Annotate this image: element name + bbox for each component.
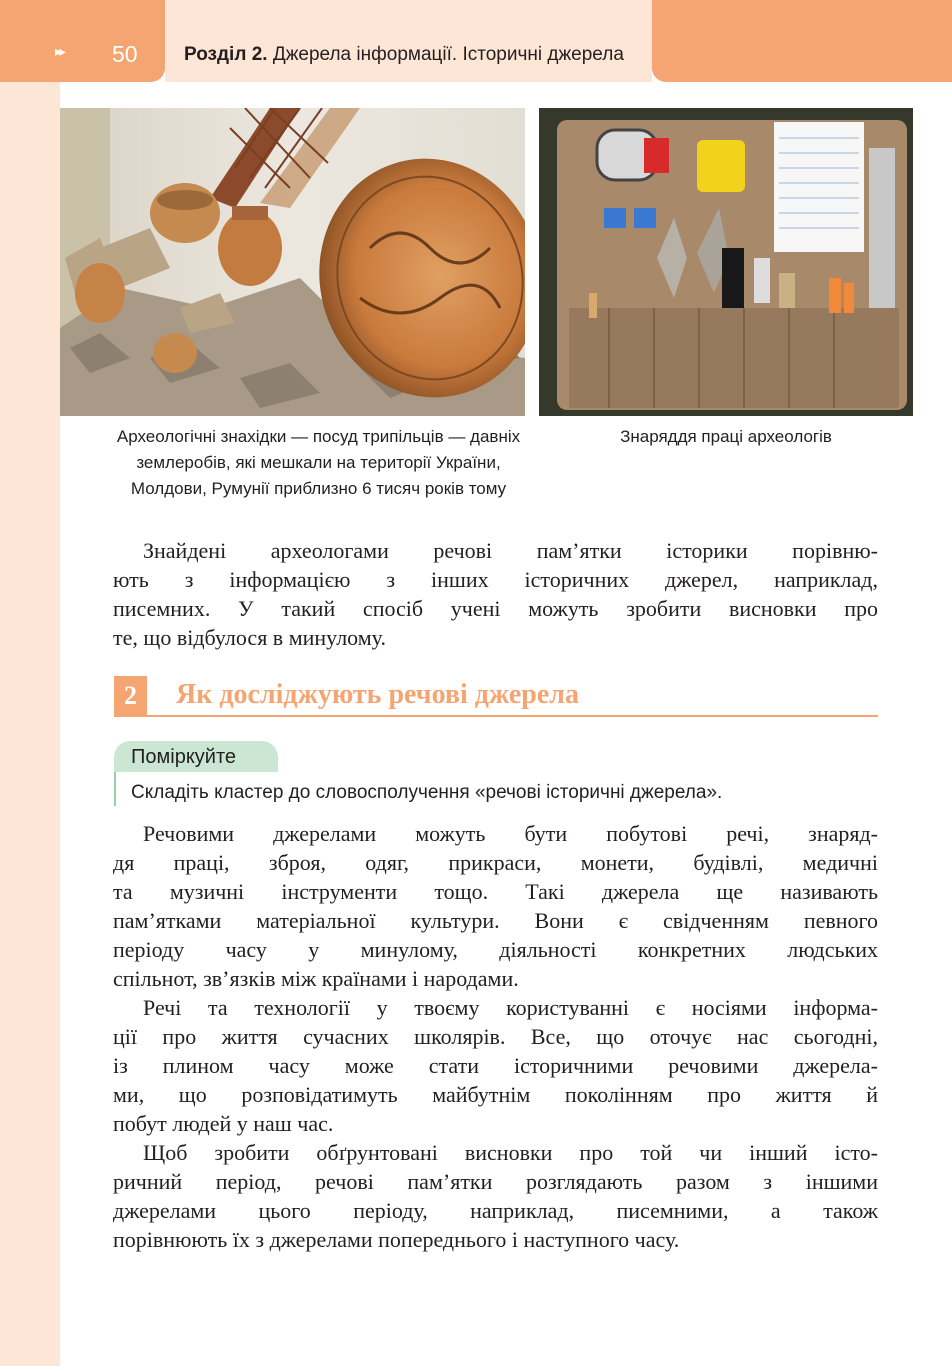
text-line: Знайдені археологами речові пам’ятки історики порівню- xyxy=(143,538,878,563)
chapter-title-bold: Розділ 2. xyxy=(184,44,268,65)
text-line: писемних. У такий спосіб учені можуть зробити висновки про xyxy=(113,596,878,621)
text-line: побут людей у наш час. xyxy=(113,1111,334,1136)
paragraph-1 xyxy=(113,536,878,652)
header-page-tab xyxy=(0,0,165,82)
pottery-photo xyxy=(60,108,525,416)
forward-arrows-icon: ▸▸ xyxy=(55,44,64,60)
text-line: періоду часу у минулому, діяльності конкретних людських xyxy=(113,937,878,962)
text-line: Щоб зробити обґрунтовані висновки про той чи інший істо- xyxy=(143,1140,878,1165)
text-line: ють з інформацією з інших історичних джерел, наприклад, xyxy=(113,567,878,592)
paragraph-2 xyxy=(113,819,878,993)
tools-caption: Знаряддя праці археологів xyxy=(620,427,832,446)
caption-line: Молдови, Румунії приблизно 6 тисяч років тому xyxy=(130,479,507,498)
text-line: ції про життя сучасних школярів. Все, що оточує нас сьогодні, xyxy=(113,1024,878,1049)
text-line: із плином часу може стати історичними речовими джерела- xyxy=(113,1053,878,1078)
think-label: Поміркуйте xyxy=(114,741,278,772)
text-line: джерелами цього періоду, наприклад, писемними, а також xyxy=(113,1198,878,1223)
section-title: Як досліджують речові джерела xyxy=(176,679,580,710)
text-line: та музичні інструменти тощо. Такі джерела ще називають xyxy=(113,879,878,904)
caption-line: землеробів, які мешкали на території України, xyxy=(136,453,501,472)
text-line: пам’ятками матеріальної культури. Вони є свідченням певного xyxy=(113,908,878,933)
think-bar xyxy=(114,772,116,806)
chapter-title xyxy=(184,44,624,66)
text-line: те, що відбулося в минулому. xyxy=(113,625,386,650)
header-right-tab xyxy=(652,0,952,82)
section-number: 2 xyxy=(114,676,147,716)
section-underline xyxy=(114,715,878,717)
text-line: Речовими джерелами можуть бути побутові речі, знаряд- xyxy=(143,821,878,846)
paragraph-4 xyxy=(113,1138,878,1254)
text-line: ми, що розповідатимуть майбутнім поколінням про життя й xyxy=(113,1082,878,1107)
tools-photo xyxy=(539,108,913,416)
pottery-caption xyxy=(105,424,532,502)
chapter-title-rest: Джерела інформації. Історичні джерела xyxy=(267,44,624,65)
header-band xyxy=(165,0,652,82)
text-line: дя праці, зброя, одяг, прикраси, монети, будівлі, медичні xyxy=(113,850,878,875)
text-line: порівнюють їх з джерелами попереднього і наступного часу. xyxy=(113,1227,680,1252)
left-margin-strip xyxy=(0,0,60,1366)
page-number: 50 xyxy=(112,41,138,67)
text-line: спільнот, зв’язків між країнами і народами. xyxy=(113,966,519,991)
text-line: Речі та технології у твоєму користуванні є носіями інформа- xyxy=(143,995,878,1020)
think-task: Складіть кластер до словосполучення «речові історичні джерела». xyxy=(131,782,723,803)
caption-line: Археологічні знахідки — посуд трипільців — давніх xyxy=(116,427,521,446)
text-line: ричний період, речові пам’ятки розглядають разом з іншими xyxy=(113,1169,878,1194)
paragraph-3 xyxy=(113,993,878,1138)
